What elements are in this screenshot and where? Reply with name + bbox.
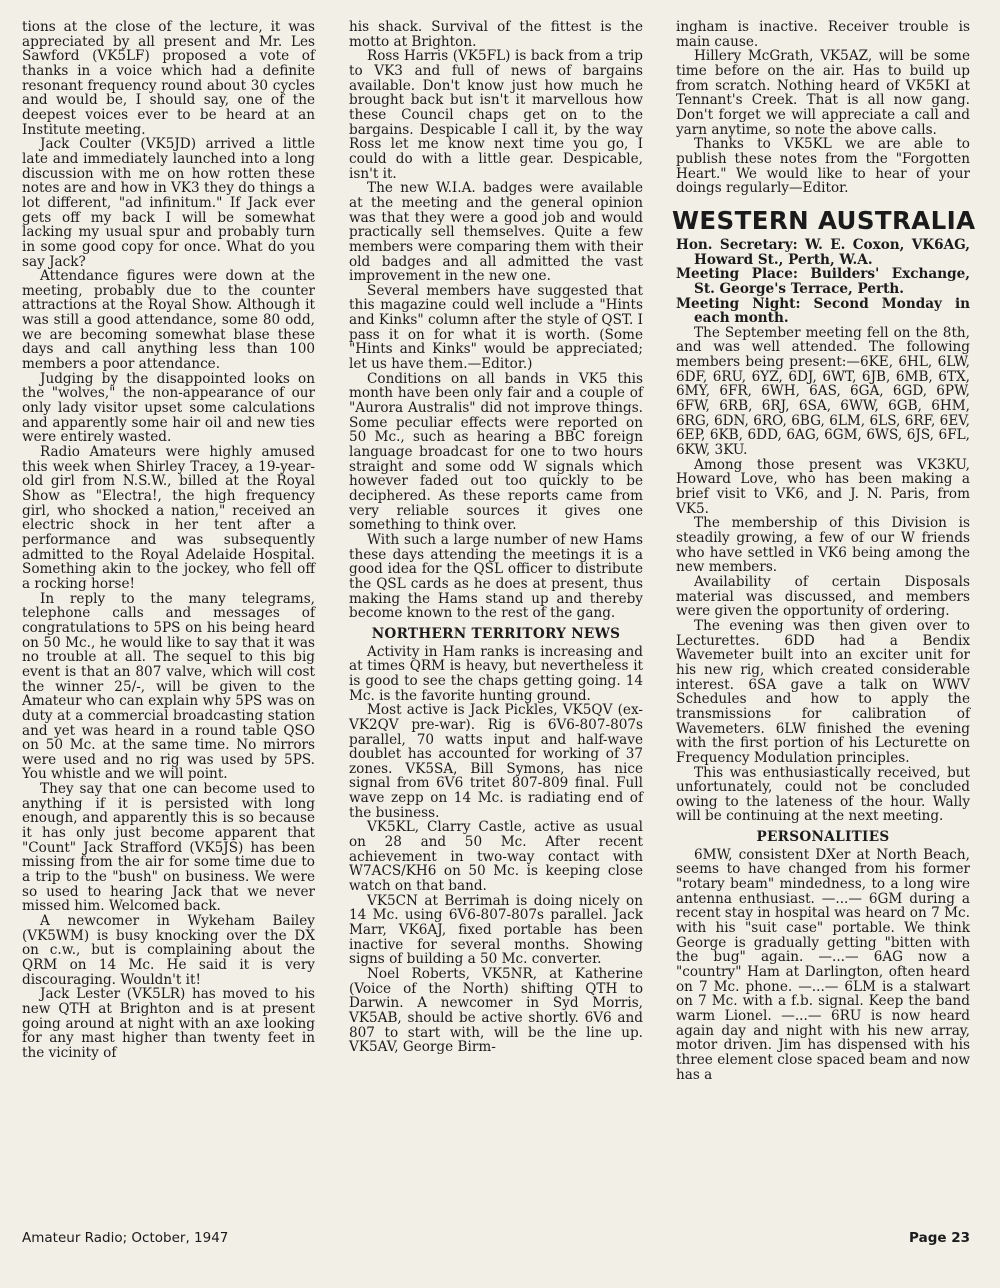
paragraph: Attendance figures were down at the meeting, probably due to the counter attractions at the Royal Show. Although it was still a good attendance, some 80 odd, we are becoming somewhat blase these days and call anything less than 100 members a poor attendance. [22,268,315,373]
paragraph: The evening was then given over to Lecturettes. 6DD had a Bendix Wavemeter built into an exciter unit for his new rig, which created considerable interest. 6SA gave a talk on WWV Schedules and how to apply the transmissions for calibration of Wavemeters. 6LW finished the evening with the first portion of his Lecturette on Frequency Modulation principles. [676,617,970,766]
paragraph: Judging by the disappointed looks on the "wolves," the non-appearance of our only lady visitor upset some calculations and apparently some hair oil and new ties were entirely wasted. [22,370,315,446]
paragraph: Ross Harris (VK5FL) is back from a trip to VK3 and full of news of bargains available. Don't know just how much he brought back but isn't it marvellous how these Council chaps get on to the bargains. Despicable I call it, by the way Ross let me know next time you go, I could do with a little gear. Despicable, isn't it. [349,48,643,182]
paragraph: Most active is Jack Pickles, VK5QV (ex-VK2QV pre-war). Rig is 6V6-807-807s parallel, 70 watts input and half-wave doublet has accounted for working of 37 zones. VK5SA, Bill Symons, has nice signal from 6V6 tritet 807-809 final. Full wave zepp on 14 Mc. is radiating end of the business. [349,702,643,821]
paragraph: VK5KL, Clarry Castle, active as usual on 28 and 50 Mc. After recent achievement in two-way contact with W7ACS/KH6 on 50 Mc. is keeping close watch on that band. [349,819,643,895]
paragraph: VK5CN at Berrimah is doing nicely on 14 Mc. using 6V6-807-807s parallel. Jack Marr, VK6AJ, fixed portable has been inactive for several months. Showing signs of building a 50 Mc. converter. [349,892,643,968]
publication-line: Amateur Radio; October, 1947 [22,1230,229,1246]
paragraph: 6MW, consistent DXer at North Beach, seems to have changed from his former "rotary beam" mindedness, to a long wire antenna enthusiast. —...— 6GM during a recent stay in hospital was heard on 7 Mc. with his "suit case" portable. We think George is gradually getting "bitten with the bug" again. —...— 6AG now a "country" Ham at Darlington, often heard on 7 Mc. phone. —...— 6LM is a stalwart on 7 Mc. with a f.b. signal. Keep the band warm Lionel. —...— 6RU is now heard again day and night with his new array, motor driven. Jim has dispensed with his three element close spaced beam and now has a [676,846,970,1083]
paragraph: ingham is inactive. Receiver trouble is main cause. [676,19,970,50]
personalities-heading: PERSONALITIES [756,829,890,846]
column-3 [672,19,976,1083]
paragraph: The September meeting fell on the 8th, and was well attended. The following members being present:—6KE, 6HL, 6LW, 6DF, 6RU, 6YZ, 6DJ, 6WT, 6JB, 6MB, 6TX, 6MY, 6FR, 6WH, 6AS, 6GA, 6GD, 6PW, 6FW, 6RB, 6RJ, 6SA, 6WW, 6GB, 6HM, 6RG, 6DN, 6RO, 6BG, 6LM, 6LS, 6RF, 6EV, 6EP, 6KB, 6DD, 6AG, 6GM, 6WS, 6JS, 6FL, 6KW, 3KU. [676,324,970,459]
paragraph: Noel Roberts, VK5NR, at Katherine (Voice of the North) shifting QTH to Darwin. A newcomer in Syd Morris, VK5AB, should be active shortly. 6V6 and 807 to start with, will be the line up. VK5AV, George Birm- [349,966,643,1056]
paragraph: The membership of this Division is steadily growing, a few of our W friends who have settled in VK6 being among the new members. [676,515,970,576]
paragraph: Several members have suggested that this magazine could well include a "Hints and Kinks" column after the style of QST. I pass it on for what it is worth. (Some "Hints and Kinks" would be appreciated; let us have them.—Editor.) [349,282,643,373]
paragraph: With such a large number of new Hams these days attending the meetings it is a good idea for the QSL officer to distribute the QSL cards as he does at present, thus making the Hams stand up and thereby become known to the rest of the gang. [349,531,643,622]
paragraph: his shack. Survival of the fittest is the motto at Brighton. [349,19,643,50]
northern-territory-heading: NORTHERN TERRITORY NEWS [371,625,621,642]
wa-meeting-night: Meeting Night: Second Monday in each month. [676,295,970,327]
paragraph: Availability of certain Disposals material was discussed, and members were given the opportunity of ordering. [676,573,970,620]
paragraph: They say that one can become used to anything if it is persisted with long enough, and apparently this is so because it has only just become apparent that "Count" Jack Strafford (VK5JS) has been missing from the air for some time due to a trip to the "bush" on business. We were so used to hearing Jack that we never missed him. Welcomed back. [22,781,315,915]
column-2 [349,20,643,1055]
paragraph: Jack Coulter (VK5JD) arrived a little late and immediately launched into a long discussion with me on how rotten these notes are and how in VK3 they do things a lot different, "ad infinitum." If Jack ever gets off my back I will be somewhat lacking my usual spur and probably turn in some good copy for once. What do you say Jack? [22,136,315,270]
paragraph: Activity in Ham ranks is increasing and at times QRM is heavy, but nevertheless it is good to see the chaps getting going. 14 Mc. is the favorite hunting ground. [349,643,643,704]
paragraph: A newcomer in Wykeham Bailey (VK5WM) is busy knocking over the DX on c.w., but is complaining about the QRM on 14 Mc. He said it is very discouraging. Wouldn't it! [22,913,315,988]
paragraph: Radio Amateurs were highly amused this week when Shirley Tracey, a 19-year-old girl from N.S.W., billed at the Royal Show as "Electra!, the high frequency girl, who shocked a nation," received an electric shock in her tent after a performance and was subsequently admitted to the Royal Adelaide Hospital. Something akin to the jockey, who fell off a rocking horse! [22,444,315,592]
paragraph: The new W.I.A. badges were available at the meeting and the general opinion was that they were a good job and would practically sell themselves. Quite a few members were comparing them with their old badges and all admitted the vast improvement in the new one. [349,180,643,285]
wa-meeting-place: Meeting Place: Builders' Exchange, St. George's Terrace, Perth. [676,266,970,297]
wa-secretary: Hon. Secretary: W. E. Coxon, VK6AG, Howard St., Perth, W.A. [676,236,970,268]
paragraph: tions at the close of the lecture, it was appreciated by all present and Mr. Les Sawford (VK5LF) proposed a vote of thanks in a voice which had a definite resonant frequency round about 30 cycles and would be, I should say, one of the deepest voices ever to be heard at an Institute meeting. [22,19,315,138]
column-1 [22,20,315,1061]
paragraph: Conditions on all bands in VK5 this month have been only fair and a couple of "Aurora Australis" did not improve things. Some peculiar effects were reported on 50 Mc., such as hearing a BBC foreign language broadcast for one to two hours straight and some odd W signals which however faded out too quickly to be deciphered. As these reports came from very reliable sources it gives one something to think over. [349,370,643,534]
paragraph: Hillery McGrath, VK5AZ, will be some time before on the air. Has to build up from scratch. Nothing heard of VK5KI at Tennant's Creek. That is all now gang. Don't forget we will appreciate a call and yarn anytime, so note the above calls. [676,48,970,138]
paragraph: Thanks to VK5KL we are able to publish these notes from the "Forgotten Heart." We would like to hear of your doings regularly—Editor. [676,136,970,197]
western-australia-title: WESTERN AUSTRALIA [672,205,976,235]
paragraph: This was enthusiastically received, but unfortunately, could not be concluded owing to the lateness of the hour. Wally will be continuing at the next meeting. [676,764,970,825]
page-number: Page 23 [909,1230,970,1246]
paragraph: In reply to the many telegrams, telephone calls and messages of congratulations to 5PS on his being heard on 50 Mc., he would like to say that it was no trouble at all. The sequel to this big event is that an 807 valve, which will cost the winner 25/-, will be given to the Amateur who can explain why 5PS was on duty at a commercial broadcasting station and yet was heard in a round table QSO on 50 Mc. at the same time. No mirrors were used and no rig was used by 5PS. You whistle and we will point. [22,590,315,783]
paragraph: Jack Lester (VK5LR) has moved to his new QTH at Brighton and is at present going around at night with an axe looking for any mast higher than twenty feet in the vicinity of [22,986,315,1061]
paragraph: Among those present was VK3KU, Howard Love, who has been making a brief visit to VK6, and J. N. Paris, from VK5. [676,456,970,517]
